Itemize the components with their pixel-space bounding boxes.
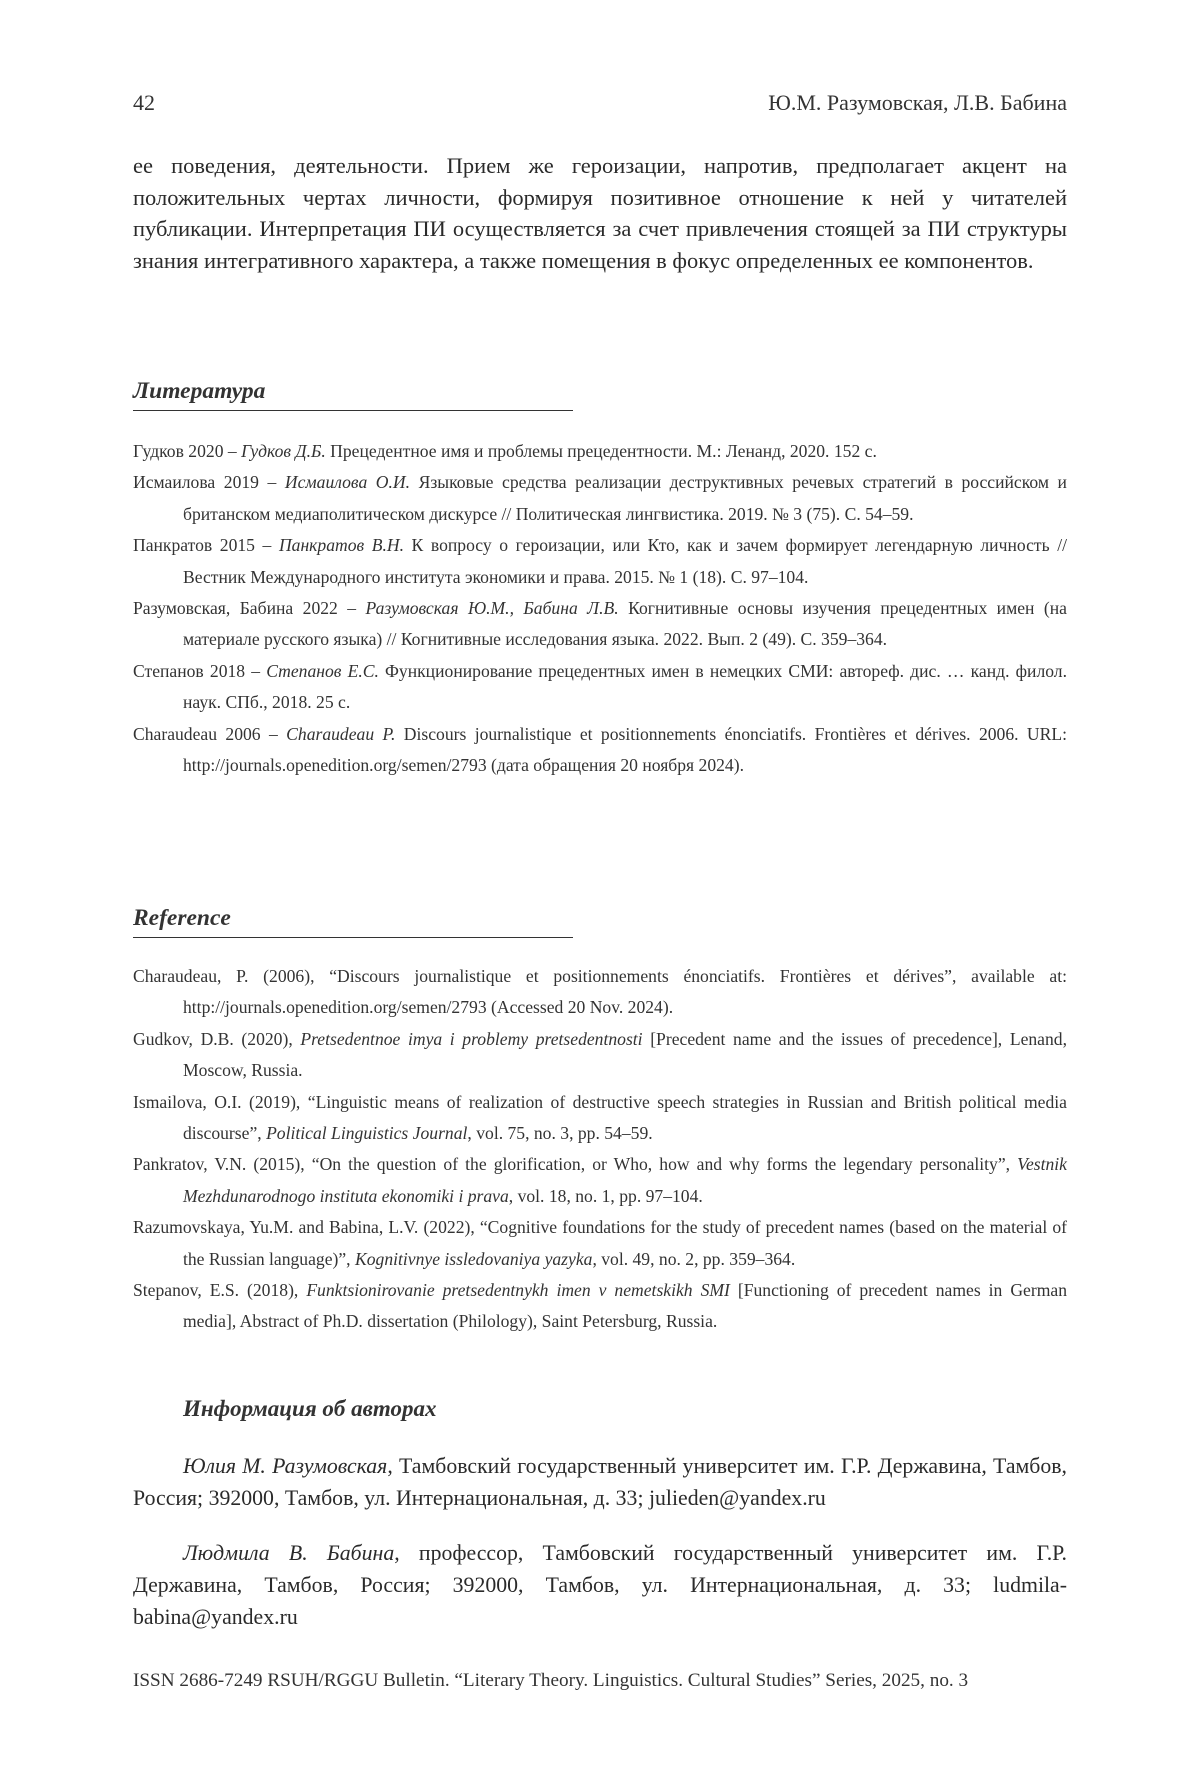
- reference-heading: Reference: [133, 905, 573, 938]
- author-info-babina: Людмила В. Бабина, профессор, Тамбовский государственный университет им. Г.Р. Державина, Тамбов, Россия; 392000, Тамбов, ул. Интернациональная, д. 33; ludmila-babina@yandex.ru: [133, 1541, 1067, 1629]
- journal-footer: ISSN 2686-7249 RSUH/RGGU Bulletin. “Literary Theory. Linguistics. Cultural Studies” Series, 2025, no. 3: [133, 1670, 969, 1691]
- literature-list: [133, 436, 1067, 781]
- literature-item: Исмаилова 2019 – Исмаилова О.И. Языковые средства реализации деструктивных речевых стратегий в российском и британском медиаполитическом дискурсе // Политическая лингвистика. 2019. № 3 (75). С. 54–59.: [133, 472, 1067, 524]
- literature-item: Разумовская, Бабина 2022 – Разумовская Ю.М., Бабина Л.В. Когнитивные основы изучения прецедентных имен (на материале русского языка) // Когнитивные исследования языка. 2022. Вып. 2 (49). С. 359–364.: [133, 598, 1067, 650]
- body-paragraph: ее поведения, деятельности. Прием же героизации, напротив, предполагает акцент на положительных чертах личности, формируя позитивное отношение к ней у читателей публикации. Интерпретация ПИ осуществляется за счет привлечения стоящей за ПИ структуры знания интегративного характера, а также помещения в фокус определенных ее компонентов.: [133, 153, 1067, 273]
- reference-item: Razumovskaya, Yu.M. and Babina, L.V. (2022), “Cognitive foundations for the study of precedent names (based on the material of the Russian language)”, Kognitivnye issledovaniya yazyka, vol. 49, no. 2, pp. 359–364.: [133, 1217, 1067, 1269]
- running-head-authors: Ю.М. Разумовская, Л.В. Бабина: [768, 90, 1067, 115]
- reference-list: [133, 961, 1067, 1338]
- author-info-razumovskaya: Юлия М. Разумовская, Тамбовский государственный университет им. Г.Р. Державина, Тамбов, Россия; 392000, Тамбов, ул. Интернациональная, д. 33; julieden@yandex.ru: [133, 1454, 1068, 1510]
- page-number: 42: [133, 90, 155, 115]
- literature-item: Гудков 2020 – Гудков Д.Б. Прецедентное имя и проблемы прецедентности. М.: Ленанд, 2020. 152 с.: [133, 441, 877, 461]
- reference-item: Stepanov, E.S. (2018), Funktsionirovanie pretsedentnykh imen v nemetskikh SMI [Functioning of precedent names in German media], Abstract of Ph.D. dissertation (Philology), Saint Petersburg, Russia.: [133, 1280, 1067, 1332]
- reference-item: Gudkov, D.B. (2020), Pretsedentnoe imya i problemy pretsedentnosti [Precedent name and the issues of precedence], Lenand, Moscow, Russia.: [133, 1028, 1067, 1081]
- authors-info-heading: Информация об авторах: [183, 1396, 437, 1421]
- reference-item: Charaudeau, P. (2006), “Discours journalistique et positionnements énonciatifs. Frontières et dérives”, available at: http://journals.openedition.org/semen/2793 (Accessed 20 Nov. 2024).: [133, 966, 1067, 1018]
- running-head: [133, 90, 1067, 120]
- literature-heading: Литература: [133, 378, 573, 411]
- literature-item: Степанов 2018 – Степанов Е.С. Функционирование прецедентных имен в немецких СМИ: автореф. дис. … канд. филол. наук. СПб., 2018. 25 с.: [133, 660, 1067, 713]
- literature-item: Панкратов 2015 – Панкратов В.Н. К вопросу о героизации, или Кто, как и зачем формирует легендарную личность // Вестник Международного института экономики и права. 2015. № 1 (18). С. 97–104.: [133, 535, 1067, 587]
- literature-item: Charaudeau 2006 – Charaudeau P. Discours journalistique et positionnements énonciatifs. Frontières et dérives. 2006. URL: http://journals.openedition.org/semen/2793 (дата обращения 20 ноября 2024).: [133, 723, 1068, 776]
- reference-item: Pankratov, V.N. (2015), “On the question of the glorification, or Who, how and why forms the legendary personality”, Vestnik Mezhdunarodnogo instituta ekonomiki i prava, vol. 18, no. 1, pp. 97–104.: [133, 1154, 1067, 1206]
- reference-item: Ismailova, O.I. (2019), “Linguistic means of realization of destructive speech strategies in Russian and British political media discourse”, Political Linguistics Journal, vol. 75, no. 3, pp. 54–59.: [133, 1091, 1067, 1144]
